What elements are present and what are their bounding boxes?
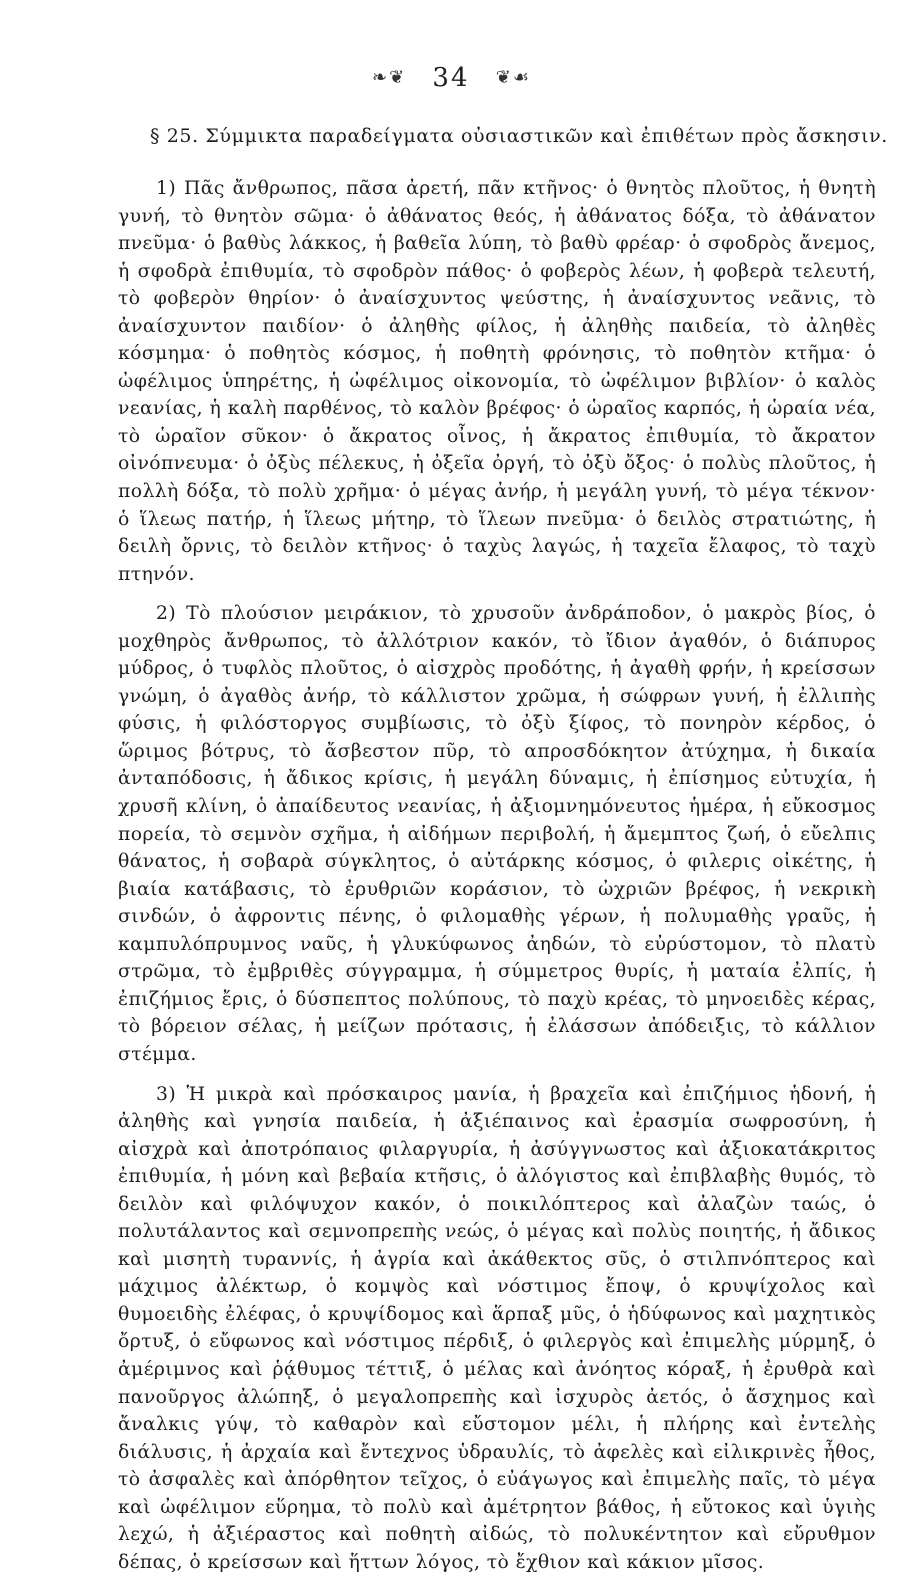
paragraph-3: 3) Ἡ μικρὰ καὶ πρόσκαιρος μανία, ἡ βραχεῖα καὶ ἐπιζήμιος ἡδονή, ἡ ἀληθὴς καὶ γνησία παιδεία, ἡ ἀξιέπαινος καὶ ἐρασμία σωφροσύνη, ἡ αἰσχρὰ καὶ ἀποτρόπαιος φιλαργυρία, ἡ ἀσύγγνωστος καὶ ἀξιοκατάκριτος ἐπιθυμία, ἡ μόνη καὶ βεβαία κτῆσις, ὁ ἀλόγιστος καὶ ἐπιβλαβὴς θυμός, τὸ δειλὸν καὶ φιλόψυχον κακόν, ὁ ποικιλόπτερος καὶ ἀλαζὼν ταώς, ὁ πολυτάλαντος καὶ σεμνοπρεπὴς νεώς, ὁ μέγας καὶ πολὺς ποιητής, ἡ ἄδικος καὶ μισητὴ τυραννίς, ἡ ἀγρία καὶ ἀκάθεκτος σῦς, ὁ στιλπνόπτερος καὶ μάχιμος ἀλέκτωρ, ὁ κομψὸς καὶ νόστιμος ἔποψ, ὁ κρυψίχολος καὶ θυμοειδὴς ἐλέφας, ὁ κρυψίδομος καὶ ἅρπαξ μῦς, ὁ ἡδύφωνος καὶ μαχητικὸς ὄρτυξ, ὁ εὔφωνος καὶ νόστιμος πέρδιξ, ὁ φιλεργὸς καὶ ἐπιμελὴς μύρμηξ, ὁ ἀμέριμνος καὶ ῥᾴθυμος τέττιξ, ὁ μέλας καὶ ἀνόητος κόραξ, ἡ ἐρυθρὰ καὶ πανοῦργος ἀλώπηξ, ὁ μεγαλοπρεπὴς καὶ ἰσχυρὸς ἀετός, ὁ ἄσχημος καὶ ἄναλκις γύψ, τὸ καθαρὸν καὶ εὔστομον μέλι, ἡ πλήρης καὶ ἐντελὴς διάλυσις, ἡ ἀρχαία καὶ ἔντεχνος ὑδραυλίς, τὸ ἀφελὲς καὶ εἰλικρινὲς ἦθος, τὸ ἀσφαλὲς καὶ ἀπόρθητον τεῖχος, ὁ εὐάγωγος καὶ ἐπιμελὴς παῖς, τὸ μέγα καὶ ὠφέλιμον εὕρημα, τὸ πολὺ καὶ ἀμέτρητον βάθος, ἡ εὔτοκος καὶ ὑγιὴς λεχώ, ἡ ἀξιέραστος καὶ ποθητὴ αἰδώς, τὸ πολυκέντητον καὶ εὔρυθμον δέπας, ὁ κρείσσων καὶ ἥττων λόγος, τὸ ἔχθιον καὶ κάκιον μῖσος. <box>118 1081 876 1576</box>
ornament-left-icon: ❧❦ <box>372 67 406 88</box>
ornament-right-icon: ❦☙ <box>496 67 531 88</box>
section-title: § 25. Σύμμικτα παραδείγματα οὐσιαστικῶν καὶ ἐπιθέτων πρὸς ἄσκησιν. <box>150 124 870 148</box>
text-body <box>118 175 876 1576</box>
paragraph-2: 2) Τὸ πλούσιον μειράκιον, τὸ χρυσοῦν ἀνδράποδον, ὁ μακρὸς βίος, ὁ μοχθηρὸς ἄνθρωπος, τὸ ἀλλότριον κακόν, τὸ ἴδιον ἀγαθόν, ὁ διάπυρος μύδρος, ὁ τυφλὸς πλοῦτος, ὁ αἰσχρὸς προδότης, ἡ ἀγαθὴ φρήν, ἡ κρείσσων γνώμη, ὁ ἀγαθὸς ἀνήρ, τὸ κάλλιστον χρῶμα, ἡ σώφρων γυνή, ἡ ἐλλιπὴς φύσις, ἡ φιλόστοργος συμβίωσις, τὸ ὀξὺ ξίφος, τὸ πονηρὸν κέρδος, ὁ ὥριμος βότρυς, τὸ ἄσβεστον πῦρ, τὸ απροσδόκητον ἀτύχημα, ἡ δικαία ἀνταπόδοσις, ἡ ἄδικος κρίσις, ἡ μεγάλη δύναμις, ἡ ἐπίσημος εὐτυχία, ἡ χρυσῆ κλίνη, ὁ ἀπαίδευτος νεανίας, ἡ ἀξιομνημόνευτος ἡμέρα, ἡ εὔκοσμος πορεία, τὸ σεμνὸν σχῆμα, ἡ αἰδήμων περιβολή, ἡ ἄμεμπτος ζωή, ὁ εὔελπις θάνατος, ἡ σοβαρὰ σύγκλητος, ὁ αὐτάρκης κόσμος, ὁ φιλερις οἰκέτης, ἡ βιαία κατάβασις, τὸ ἐρυθριῶν κοράσιον, τὸ ὠχριῶν βρέφος, ἡ νεκρικὴ σινδών, ὁ ἀφροντις πένης, ὁ φιλομαθὴς γέρων, ἡ πολυμαθὴς γραῦς, ἡ καμπυλόπρυμνος ναῦς, ἡ γλυκύφωνος ἀηδών, τὸ εὐρύστομον, τὸ πλατὺ στρῶμα, τὸ ἐμβριθὲς σύγγραμμα, ἡ σύμμετρος θυρίς, ἡ ματαία ἐλπίς, ἡ ἐπιζήμιος ἔρις, ὁ δύσπεπτος πολύπους, τὸ παχὺ κρέας, τὸ μηνοειδὲς κέρας, τὸ βόρειον σέλας, ἡ μείζων πρότασις, ἡ ἐλάσσων ἀπόδειξις, τὸ κάλλιον στέμμα. <box>118 600 876 1068</box>
paragraph-1: 1) Πᾶς ἄνθρωπος, πᾶσα ἀρετή, πᾶν κτῆνος· ὁ θνητὸς πλοῦτος, ἡ θνητὴ γυνή, τὸ θνητὸν σῶμα· ὁ ἀθάνατος θεός, ἡ ἀθάνατος δόξα, τὸ ἀθάνατον πνεῦμα· ὁ βαθὺς λάκκος, ἡ βαθεῖα λύπη, τὸ βαθὺ φρέαρ· ὁ σφοδρὸς ἄνεμος, ἡ σφοδρὰ ἐπιθυμία, τὸ σφοδρὸν πάθος· ὁ φοβερὸς λέων, ἡ φοβερὰ τελευτή, τὸ φοβερὸν θηρίον· ὁ ἀναίσχυντος ψεύστης, ἡ ἀναίσχυντος νεᾶνις, τὸ ἀναίσχυντον παιδίον· ὁ ἀληθὴς φίλος, ἡ ἀληθὴς παιδεία, τὸ ἀληθὲς κόσμημα· ὁ ποθητὸς κόσμος, ἡ ποθητὴ φρόνησις, τὸ ποθητὸν κτῆμα· ὁ ὠφέλιμος ὑπηρέτης, ἡ ὠφέλιμος οἰκονομία, τὸ ὠφέλιμον βιβλίον· ὁ καλὸς νεανίας, ἡ καλὴ παρθένος, τὸ καλὸν βρέφος· ὁ ὡραῖος καρπός, ἡ ὡραία νέα, τὸ ὡραῖον σῦκον· ὁ ἄκρατος οἶνος, ἡ ἄκρατος ἐπιθυμία, τὸ ἄκρατον οἰνόπνευμα· ὁ ὀξὺς πέλεκυς, ἡ ὀξεῖα ὀργή, τὸ ὀξὺ ὄξος· ὁ πολὺς πλοῦτος, ἡ πολλὴ δόξα, τὸ πολὺ χρῆμα· ὁ μέγας ἀνήρ, ἡ μεγάλη γυνή, τὸ μέγα τέκνον· ὁ ἵλεως πατήρ, ἡ ἵλεως μήτηρ, τὸ ἵλεων πνεῦμα· ὁ δειλὸς στρατιώτης, ἡ δειλὴ ὄρνις, τὸ δειλὸν κτῆνος· ὁ ταχὺς λαγώς, ἡ ταχεῖα ἔλαφος, τὸ ταχὺ πτηνόν. <box>118 175 876 588</box>
page-header <box>0 62 903 93</box>
page-number: 34 <box>432 63 469 93</box>
